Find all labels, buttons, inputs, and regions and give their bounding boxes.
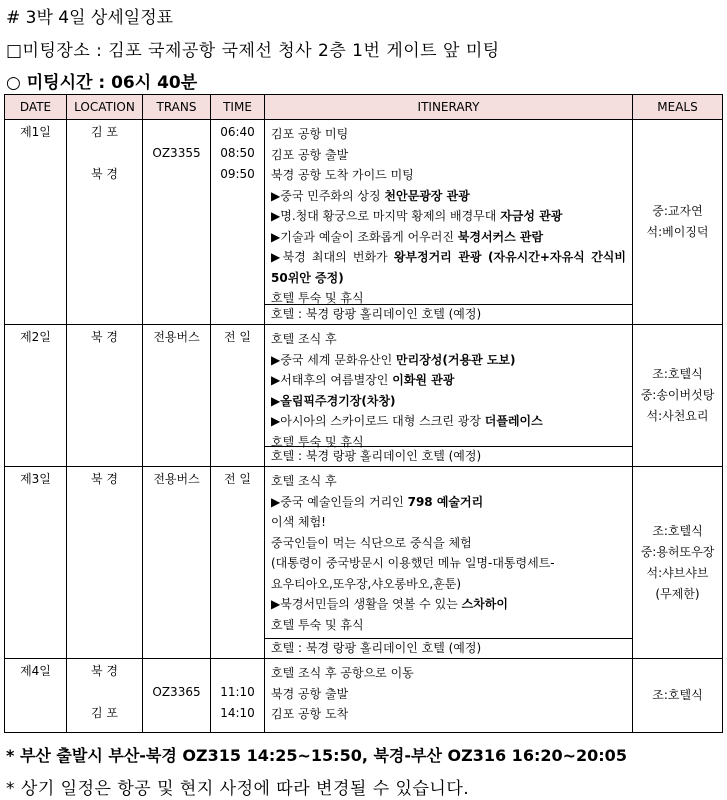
itinerary-cell — [265, 467, 633, 659]
itinerary-text: 요우티아오,또우장,샤오롱바오,훈툰) — [271, 576, 462, 591]
time-cell — [211, 467, 265, 659]
itinerary-text: 이색 체험! — [271, 515, 326, 529]
table-row — [5, 467, 723, 659]
trans-cell — [143, 659, 211, 733]
date-label: 제4일 — [20, 664, 51, 678]
trans-cell-line: OZ3355 — [152, 146, 201, 160]
itinerary-text: ▶명.청대 황궁으로 마지막 황제의 배경무대 — [271, 209, 501, 223]
date-label: 제1일 — [20, 125, 51, 139]
itinerary-text: 호텔 조식 후 — [271, 474, 337, 488]
itinerary-highlight: 더플레이스 — [484, 414, 543, 428]
location-cell-line: 북 경 — [91, 167, 118, 181]
itinerary-item — [271, 124, 626, 145]
itinerary-item — [271, 492, 626, 513]
itinerary-text: 호텔 투숙 및 휴식 — [271, 617, 364, 632]
location-cell-line: 김 포 — [91, 706, 118, 720]
date-cell — [5, 659, 67, 733]
itinerary-highlight: 왕부정거리 관광 (자유시간+자유식 간식비 50위안 증정) — [271, 250, 626, 285]
schedule-title: # 3박 4일 상세일정표 — [6, 8, 174, 28]
column-header: MEALS — [633, 95, 723, 120]
meals-cell — [633, 467, 723, 659]
itinerary-text: 호텔 조식 후 공항으로 이동 — [271, 666, 414, 680]
location-cell-line — [67, 146, 142, 167]
trans-cell-line: 전용버스 — [153, 330, 200, 344]
time-cell-line: 06:40 — [220, 125, 255, 139]
itinerary-text: ▶아시아의 스카이로드 대형 스크린 광장 — [271, 414, 485, 428]
itinerary-item — [271, 145, 626, 166]
meeting-time: ○ 미팅시간 : 06시 40분 — [6, 73, 198, 93]
itinerary-highlight: 북경서커스 관람 — [457, 229, 544, 244]
date-label: 제2일 — [20, 330, 51, 344]
meeting-place: □미팅장소 : 김포 국제공항 국제선 청사 2층 1번 게이트 앞 미팅 — [6, 41, 500, 61]
itinerary-text: 호텔 투숙 및 휴식 — [271, 291, 364, 305]
hotel-info: 호텔 : 북경 랑팡 홀리데이인 호텔 (예정) — [265, 638, 632, 658]
trans-cell-line: 전용버스 — [153, 472, 200, 486]
itinerary-text: 김포 공항 도착 — [271, 707, 349, 721]
column-header: TIME — [211, 95, 265, 120]
itinerary-item — [271, 165, 626, 186]
time-cell-line: 09:50 — [220, 167, 255, 181]
itinerary-text: ▶북경 최대의 번화가 — [271, 250, 394, 264]
location-cell — [67, 659, 143, 733]
itinerary-text: ▶중국 세계 문화유산인 — [271, 352, 397, 367]
meal-item: 석:사천요리 — [646, 409, 709, 423]
column-header: LOCATION — [67, 95, 143, 120]
meal-item: 조:호텔식 — [652, 523, 703, 538]
column-header: ITINERARY — [265, 95, 633, 120]
itinerary-cell — [265, 659, 633, 733]
meal-item: 조:호텔식 — [652, 367, 703, 381]
itinerary-item — [271, 704, 626, 725]
itinerary-item — [271, 663, 626, 684]
meal-item: 석:베이징덕 — [646, 225, 709, 239]
date-cell — [5, 120, 67, 325]
trans-cell — [143, 467, 211, 659]
itinerary-highlight: 이화원 관광 — [392, 373, 455, 387]
date-cell — [5, 467, 67, 659]
itinerary-text: ▶북경서민들의 생활을 엿볼 수 있는 — [271, 597, 462, 611]
column-header: TRANS — [143, 95, 211, 120]
itinerary-item — [271, 471, 626, 492]
hotel-info: 호텔 : 북경 랑팡 홀리데이인 호텔 (예정) — [265, 304, 632, 324]
itinerary-highlight: 천안문광장 관광 — [384, 188, 470, 203]
trans-cell-line — [143, 706, 210, 727]
time-cell — [211, 325, 265, 467]
itinerary-table — [4, 94, 723, 733]
table-row — [5, 325, 723, 467]
itinerary-text: ▶중국 예술인들의 거리인 — [271, 494, 408, 509]
itinerary-cell — [265, 325, 633, 467]
itinerary-highlight: 자금성 관광 — [500, 209, 563, 223]
time-cell-line: 11:10 — [220, 685, 255, 699]
itinerary-item — [271, 553, 626, 574]
meals-cell — [633, 659, 723, 733]
location-cell-line — [67, 685, 142, 706]
trans-cell-line: OZ3365 — [152, 685, 201, 699]
location-cell-line: 북 경 — [91, 330, 118, 344]
trans-cell-line — [143, 125, 210, 146]
itinerary-item — [271, 533, 626, 554]
itinerary-item — [271, 350, 626, 371]
itinerary-text: 북경 공항 출발 — [271, 686, 349, 701]
itinerary-item — [271, 206, 626, 227]
itinerary-text: 중국인들이 먹는 식단으로 중식을 체험 — [271, 535, 472, 550]
trans-cell-line — [143, 664, 210, 685]
itinerary-item — [271, 411, 626, 432]
itinerary-item — [271, 247, 626, 288]
meal-item: (무제한) — [655, 586, 700, 601]
location-cell — [67, 325, 143, 467]
hotel-info: 호텔 : 북경 랑팡 홀리데이인 호텔 (예정) — [265, 446, 632, 466]
itinerary-text: 김포 공항 미팅 — [271, 127, 349, 141]
itinerary-item — [271, 186, 626, 207]
itinerary-item — [271, 684, 626, 705]
location-cell — [67, 467, 143, 659]
location-cell — [67, 120, 143, 325]
itinerary-text: ▶서태후의 여름별장인 — [271, 373, 393, 387]
itinerary-item — [271, 512, 626, 533]
itinerary-text: 북경 공항 도착 가이드 미팅 — [271, 168, 414, 182]
itinerary-text: ▶중국 민주화의 상징 — [271, 188, 385, 203]
itinerary-item — [271, 574, 626, 595]
itinerary-highlight: 올림픽주경기장(차창) — [280, 393, 396, 408]
itinerary-item — [271, 391, 626, 412]
itinerary-text: 호텔 투숙 및 휴식 — [271, 434, 364, 449]
location-cell-line: 북 경 — [91, 472, 118, 486]
table-header-row — [5, 95, 723, 120]
meals-cell — [633, 120, 723, 325]
column-header: DATE — [5, 95, 67, 120]
table-row — [5, 659, 723, 733]
time-cell-line: 전 일 — [224, 472, 251, 486]
itinerary-item — [271, 329, 626, 350]
location-cell-line: 북 경 — [91, 664, 118, 678]
itinerary-text: 호텔 조식 후 — [271, 332, 337, 346]
itinerary-item — [271, 227, 626, 248]
itinerary-highlight: 798 예술거리 — [407, 494, 484, 509]
time-cell-line: 전 일 — [224, 330, 251, 344]
date-cell — [5, 325, 67, 467]
itinerary-item — [271, 615, 626, 636]
busan-departure-note: * 부산 출발시 부산-북경 OZ315 14:25~15:50, 북경-부산 OZ316 16:20~20:05 — [6, 746, 627, 765]
meal-item: 중:용허또우장 — [640, 544, 715, 559]
time-cell — [211, 120, 265, 325]
itinerary-item — [271, 370, 626, 391]
itinerary-cell — [265, 120, 633, 325]
time-cell — [211, 659, 265, 733]
itinerary-text: ▶ — [271, 393, 281, 408]
trans-cell — [143, 325, 211, 467]
meal-item: 중:송이버섯탕 — [640, 388, 715, 402]
meal-item: 석:샤브샤브 — [646, 565, 709, 580]
meal-item: 조:호텔식 — [652, 688, 703, 702]
table-row — [5, 120, 723, 325]
time-cell-line: 08:50 — [220, 146, 255, 160]
time-cell-line — [211, 664, 264, 685]
itinerary-text: ▶기술과 예술이 조화롭게 어우러진 — [271, 229, 458, 244]
itinerary-text: (대통령이 중국방문시 이용했던 메뉴 일명-대통령세트- — [271, 556, 555, 570]
itinerary-item — [271, 594, 626, 615]
meals-cell — [633, 325, 723, 467]
date-label: 제3일 — [20, 472, 51, 486]
itinerary-text: 김포 공항 출발 — [271, 147, 349, 162]
meal-item: 중:교자연 — [652, 204, 703, 218]
trans-cell-line — [143, 167, 210, 188]
schedule-change-note: * 상기 일정은 항공 및 현지 사정에 따라 변경될 수 있습니다. — [6, 779, 470, 799]
location-cell-line: 김 포 — [91, 125, 118, 139]
itinerary-highlight: 스차하이 — [461, 597, 508, 611]
itinerary-highlight: 만리장성(거용관 도보) — [396, 352, 516, 367]
trans-cell — [143, 120, 211, 325]
time-cell-line: 14:10 — [220, 706, 255, 720]
